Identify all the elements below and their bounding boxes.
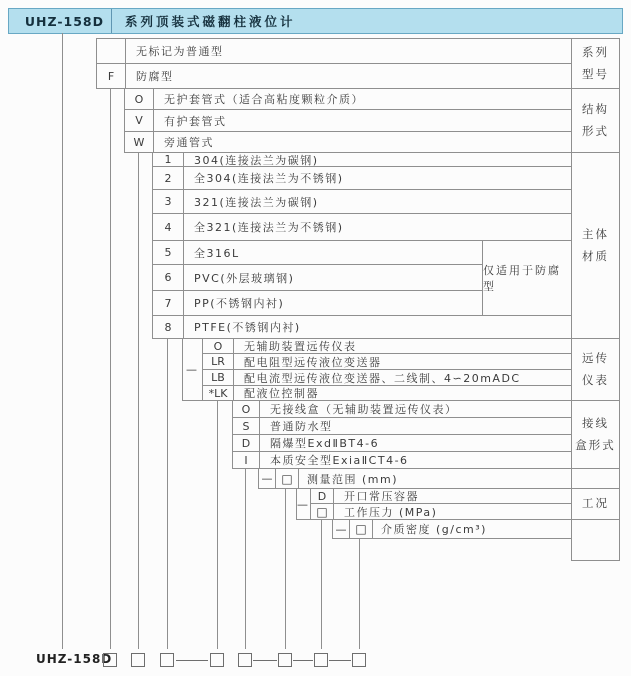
label-line: 材质 <box>582 248 609 263</box>
connector-line <box>110 88 111 649</box>
table-row <box>152 264 483 291</box>
row-code: 5 <box>153 241 184 264</box>
row-code: *LK <box>203 386 234 400</box>
table-row <box>232 417 572 435</box>
model-slot-box <box>210 653 224 667</box>
row-desc: PVC(外层玻璃钢) <box>194 271 295 285</box>
separator-cell: — <box>182 338 203 401</box>
slot-connector <box>176 660 208 661</box>
label-line: 型号 <box>582 66 609 81</box>
slot-connector <box>293 660 313 661</box>
row-desc: 配液位控制器 <box>244 387 319 400</box>
row-code: 7 <box>153 291 184 315</box>
row-code: 8 <box>153 316 184 338</box>
row-desc: 321(连接法兰为碳钢) <box>194 195 319 209</box>
slot-connector <box>253 660 277 661</box>
label-working-condition <box>571 488 620 520</box>
table-row <box>152 315 572 339</box>
table-row <box>310 488 572 504</box>
row-desc: 全304(连接法兰为不锈钢) <box>194 172 344 185</box>
table-row <box>232 434 572 452</box>
row-code: O <box>233 401 260 417</box>
value-box: □ <box>350 520 373 538</box>
label-line: 远传 <box>582 350 609 365</box>
label-line: 接线 <box>582 415 609 430</box>
table-row <box>152 166 572 190</box>
label-structure-form <box>571 88 620 153</box>
row-desc: 304(连接法兰为碳钢) <box>194 153 319 166</box>
connector-line <box>359 538 360 649</box>
header-title: 系列顶装式磁翻柱液位计 <box>125 14 296 29</box>
row-code: 2 <box>153 167 184 189</box>
table-row <box>152 290 483 316</box>
connector-line <box>321 519 322 649</box>
row-desc: 测量范围 (mm) <box>307 472 399 486</box>
separator-cell: — <box>259 469 276 488</box>
table-row <box>202 338 572 354</box>
table-row <box>96 38 572 64</box>
label-line: 系列 <box>582 44 609 59</box>
table-row <box>232 451 572 469</box>
row-code: O <box>203 339 234 353</box>
table-row <box>152 189 572 214</box>
row-code: LB <box>203 370 234 385</box>
model-slot-box <box>352 653 366 667</box>
table-row <box>124 131 572 153</box>
model-slot-box <box>238 653 252 667</box>
table-row <box>152 213 572 241</box>
model-slot-box <box>278 653 292 667</box>
connector-line <box>245 468 246 649</box>
connector-line <box>62 33 63 649</box>
row-desc: PTFE(不锈钢内衬) <box>194 321 301 334</box>
row-code: O <box>125 89 154 109</box>
row-desc: 普通防水型 <box>270 420 333 433</box>
label-remote-instrument <box>571 338 620 401</box>
table-row <box>96 63 572 89</box>
row-desc: 隔爆型ExdⅡBT4-6 <box>270 437 380 450</box>
row-code: LR <box>203 354 234 369</box>
row-code: I <box>233 452 260 468</box>
row-code: V <box>125 110 154 131</box>
label-junction-box <box>571 400 620 469</box>
row-desc: 工作压力 (MPa) <box>344 505 438 519</box>
row-desc: 全321(连接法兰为不锈钢) <box>194 221 344 234</box>
header-model: UHZ-158D <box>9 9 112 33</box>
table-row <box>202 369 572 386</box>
connector-line <box>285 488 286 649</box>
connector-line <box>217 400 218 649</box>
row-desc: 无护套管式（适合高粘度颗粒介质） <box>164 93 364 106</box>
label-line: 仪表 <box>582 372 609 387</box>
row-desc: 本质安全型ExiaⅡCT4-6 <box>270 454 409 467</box>
row-code: 4 <box>153 214 184 240</box>
model-slot-box <box>314 653 328 667</box>
table-row <box>202 353 572 370</box>
row-desc: 无辅助装置远传仪表 <box>244 340 357 353</box>
row-desc: 有护套管式 <box>164 114 227 128</box>
row-code: F <box>97 64 126 88</box>
footer-model: UHZ-158D <box>36 652 113 666</box>
model-slot-box <box>103 653 117 667</box>
label-series-model <box>571 38 620 89</box>
label-line: 盒形式 <box>575 437 616 452</box>
row-desc: PP(不锈钢内衬) <box>194 297 285 310</box>
row-code: □ <box>311 504 334 519</box>
row-desc: 全316L <box>194 246 240 260</box>
row-code: 6 <box>153 265 184 290</box>
label-line: 工况 <box>582 496 609 511</box>
row-desc: 介质密度 (g/cm³) <box>381 523 487 536</box>
row-code: W <box>125 132 154 152</box>
row-code <box>97 39 126 63</box>
table-row <box>202 385 572 401</box>
label-line: 形式 <box>582 123 609 138</box>
row-code: S <box>233 418 260 434</box>
label-line: 结构 <box>582 101 609 116</box>
row-desc: 防腐型 <box>136 70 174 83</box>
table-row <box>124 109 572 132</box>
row-code: D <box>233 435 260 451</box>
material-note: 仅适用于防腐型 <box>482 240 572 316</box>
header-band <box>8 8 623 34</box>
model-slot-box <box>131 653 145 667</box>
table-row <box>124 88 572 110</box>
table-row <box>310 503 572 520</box>
label-line: 主体 <box>582 226 609 241</box>
connector-line <box>167 338 168 649</box>
row-desc: 开口常压容器 <box>344 490 419 503</box>
row-desc: 无接线盒（无辅助装置远传仪表） <box>270 403 458 416</box>
label-spacer <box>571 468 620 489</box>
model-slot-box <box>160 653 174 667</box>
table-row <box>152 152 572 167</box>
label-main-material <box>571 152 620 339</box>
row-desc: 无标记为普通型 <box>136 45 224 58</box>
row-desc: 旁通管式 <box>164 136 214 149</box>
row-code: 1 <box>153 153 184 166</box>
label-spacer <box>571 519 620 561</box>
separator-cell: — <box>296 488 311 520</box>
table-row <box>152 240 483 265</box>
table-row <box>232 400 572 418</box>
connector-line <box>138 152 139 649</box>
table-row <box>258 468 572 489</box>
slot-connector <box>329 660 351 661</box>
value-box: □ <box>276 469 299 488</box>
row-code: 3 <box>153 190 184 213</box>
row-code: D <box>311 489 334 503</box>
row-desc: 配电流型远传液位变送器、二线制、4∽20mADC <box>244 371 521 385</box>
separator-cell: — <box>333 520 350 538</box>
row-desc: 配电阻型远传液位变送器 <box>244 355 382 369</box>
table-row <box>332 519 572 539</box>
